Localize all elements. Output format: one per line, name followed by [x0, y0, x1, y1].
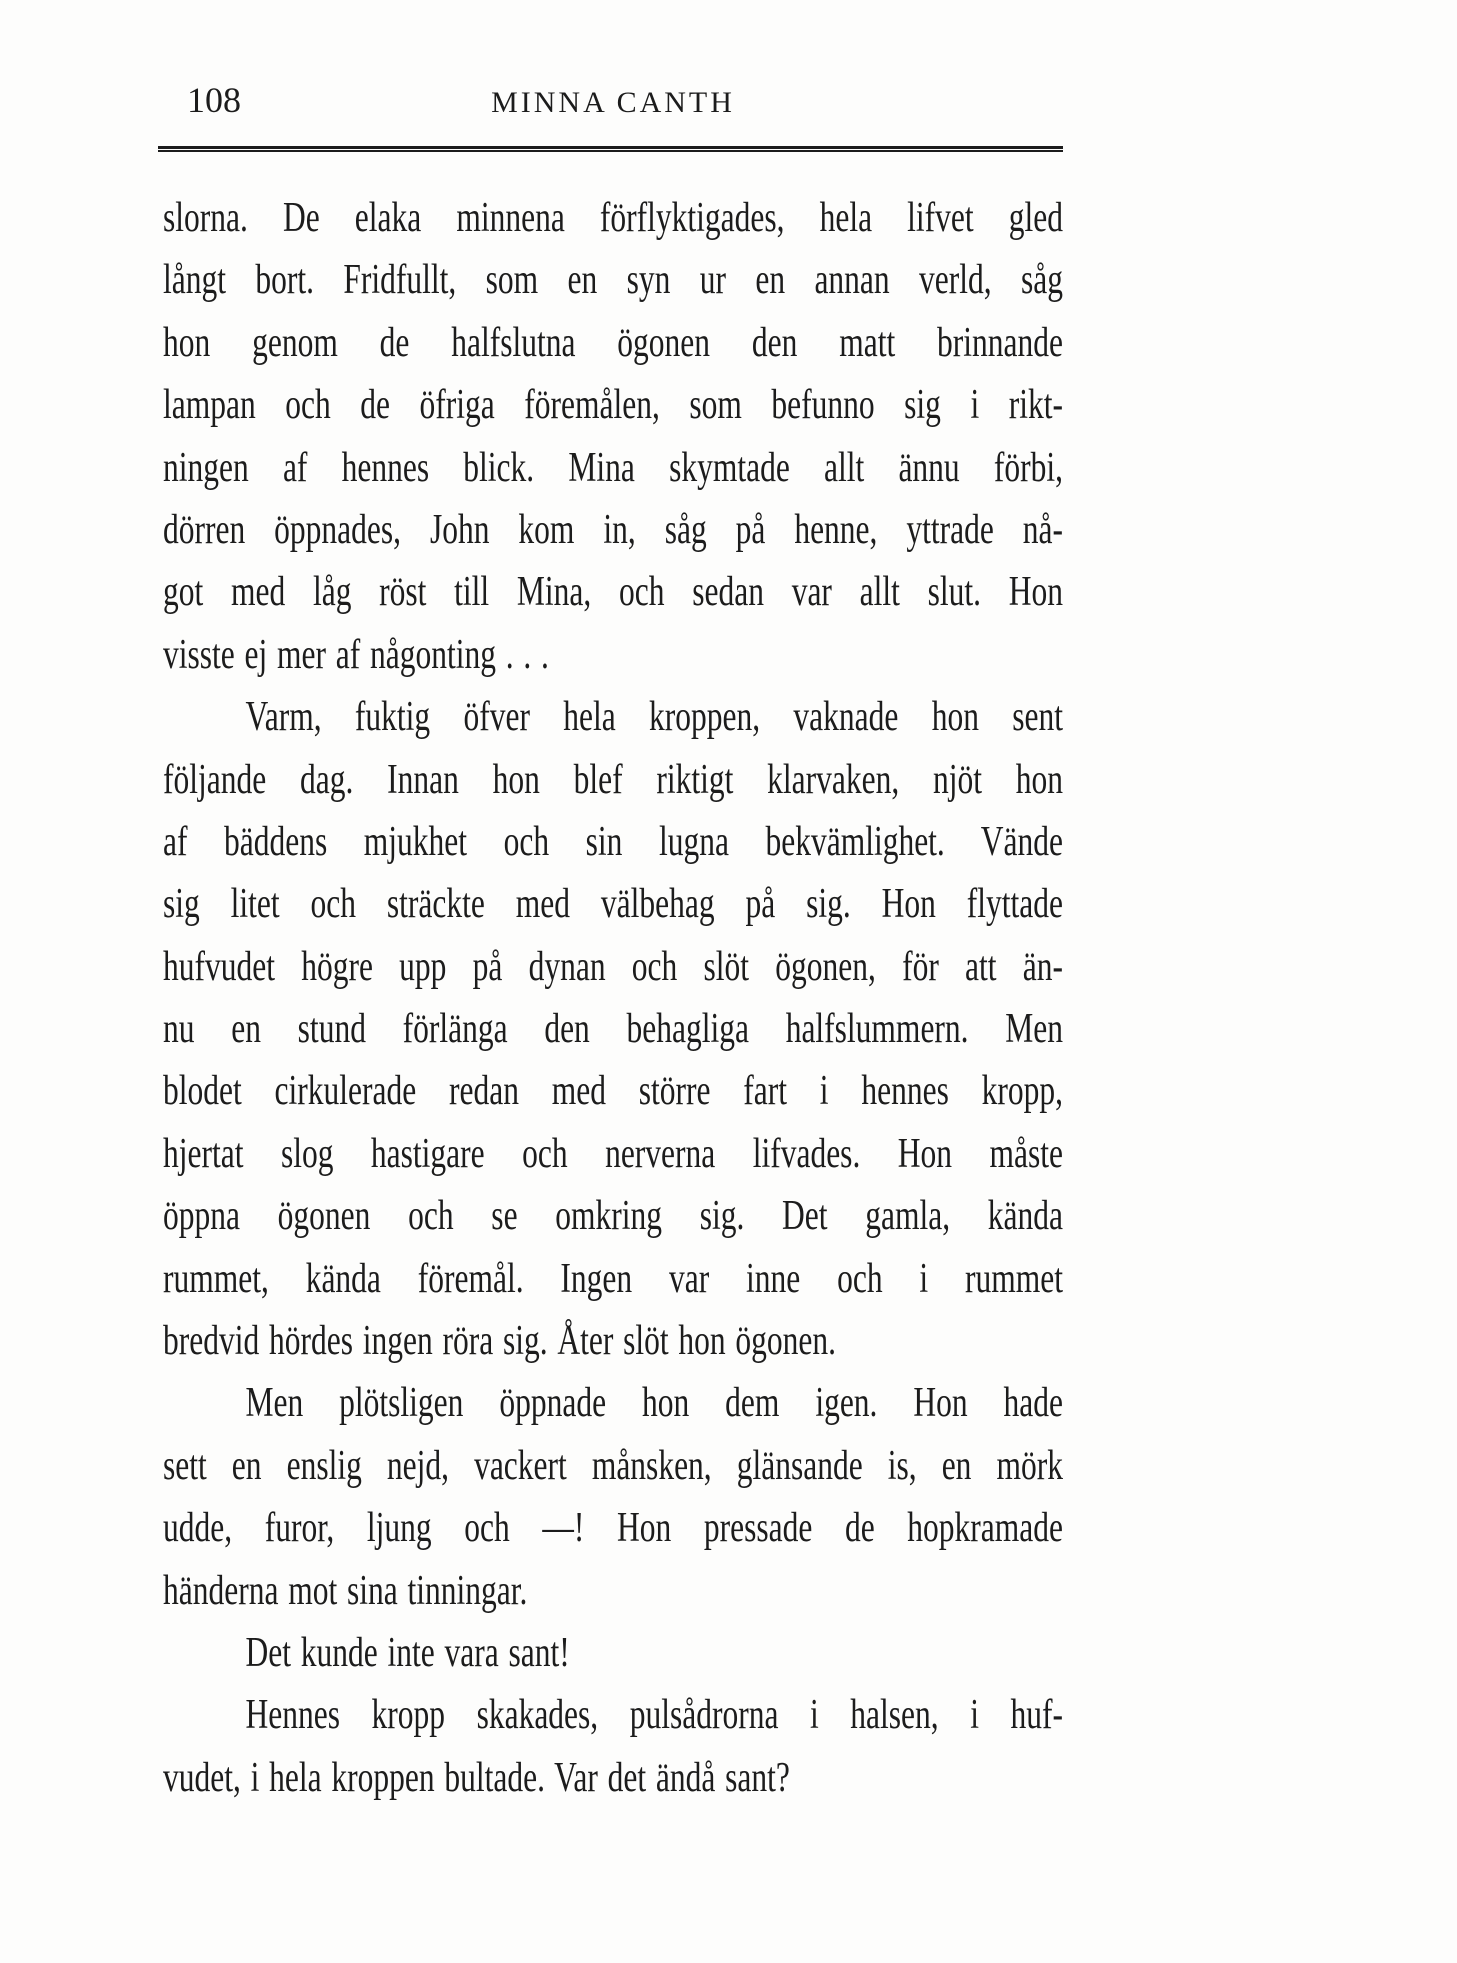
running-header: MINNA CANTH	[491, 86, 735, 119]
text-line: följande dag. Innan hon blef riktigt klarvaken, njöt hon	[163, 756, 1063, 803]
text-line: sig litet och sträckte med välbehag på sig. Hon flyttade	[163, 881, 1063, 928]
header-rule	[158, 146, 1063, 152]
text-line: visste ej mer af någonting . . .	[163, 631, 549, 678]
text-line: bredvid hördes ingen röra sig. Åter slöt hon ögonen.	[163, 1318, 836, 1365]
text-line: af bäddens mjukhet och sin lugna bekvämlighet. Vände	[163, 818, 1063, 865]
text-line: hon genom de halfslutna ögonen den matt brinnande	[163, 319, 1063, 366]
text-line: Det kunde inte vara sant!	[245, 1629, 570, 1676]
text-line: ningen af hennes blick. Mina skymtade allt ännu förbi,	[163, 444, 1063, 491]
text-line: hufvudet högre upp på dynan och slöt ögonen, för att än-	[163, 943, 1063, 990]
body-text	[163, 187, 1063, 1809]
text-line: got med låg röst till Mina, och sedan var allt slut. Hon	[163, 569, 1063, 616]
text-line: lampan och de öfriga föremålen, som befunno sig i rikt-	[163, 382, 1063, 429]
text-line: Varm, fuktig öfver hela kroppen, vaknade hon sent	[245, 694, 1063, 741]
text-line: blodet cirkulerade redan med större fart i hennes kropp,	[163, 1068, 1063, 1115]
text-line: Hennes kropp skakades, pulsådrorna i halsen, i huf-	[245, 1692, 1063, 1739]
text-line: hjertat slog hastigare och nerverna lifvades. Hon måste	[163, 1130, 1063, 1177]
text-line: dörren öppnades, John kom in, såg på henne, yttrade nå-	[163, 506, 1063, 553]
text-line: udde, furor, ljung och —! Hon pressade de hopkramade	[163, 1505, 1063, 1552]
text-line: långt bort. Fridfullt, som en syn ur en annan verld, såg	[163, 257, 1063, 304]
text-line: rummet, kända föremål. Ingen var inne och i rummet	[163, 1255, 1063, 1302]
text-line: händerna mot sina tinningar.	[163, 1567, 528, 1614]
text-line: vudet, i hela kroppen bultade. Var det ändå sant?	[163, 1754, 790, 1801]
text-line: sett en enslig nejd, vackert månsken, glänsande is, en mörk	[163, 1442, 1063, 1489]
text-line: Men plötsligen öppnade hon dem igen. Hon hade	[245, 1380, 1063, 1427]
text-line: slorna. De elaka minnena förflyktigades, hela lifvet gled	[163, 195, 1063, 241]
page-number: 108	[187, 80, 241, 120]
text-line: nu en stund förlänga den behagliga halfslummern. Men	[163, 1006, 1063, 1053]
text-line: öppna ögonen och se omkring sig. Det gamla, kända	[163, 1193, 1063, 1240]
